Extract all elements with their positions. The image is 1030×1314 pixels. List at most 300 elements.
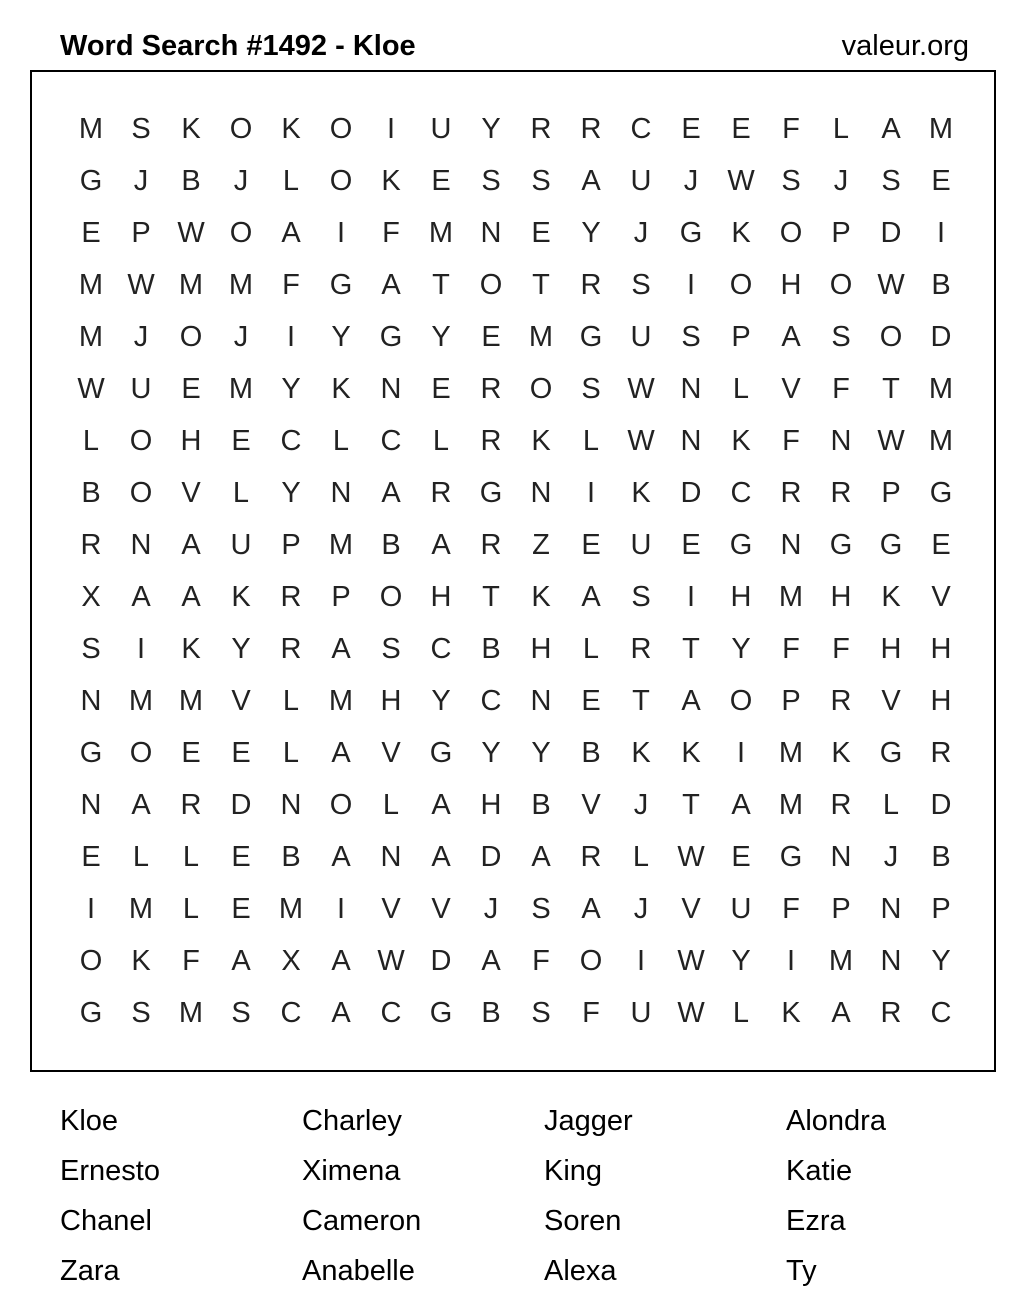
grid-letter: N	[80, 684, 102, 717]
grid-letter: F	[382, 216, 400, 249]
grid-letter: P	[131, 216, 151, 249]
grid-letter: J	[883, 840, 899, 873]
grid-letter: V	[431, 892, 451, 925]
grid-letter: H	[180, 424, 202, 457]
grid-letter: K	[881, 580, 901, 613]
grid-letter: O	[129, 736, 153, 769]
grid-letter: K	[631, 736, 651, 769]
grid-letter: Y	[431, 684, 451, 717]
word-list-item: Alexa	[544, 1255, 617, 1287]
grid-letter: V	[381, 736, 401, 769]
grid-letter: C	[380, 996, 402, 1029]
grid-letter: I	[736, 736, 746, 769]
grid-letter: C	[380, 424, 402, 457]
grid-letter: C	[280, 424, 302, 457]
grid-letter: E	[481, 320, 501, 353]
grid-letter: A	[331, 996, 351, 1029]
word-list-item: Zara	[60, 1255, 120, 1287]
grid-letter: G	[679, 216, 703, 249]
grid-letter: A	[331, 840, 351, 873]
letter-grid-frame	[30, 70, 996, 1072]
grid-letter: O	[329, 112, 353, 145]
grid-letter: H	[730, 580, 752, 613]
grid-letter: M	[928, 112, 954, 145]
grid-letter: U	[630, 164, 652, 197]
grid-letter: S	[581, 372, 601, 405]
grid-letter: P	[931, 892, 951, 925]
grid-letter: W	[677, 944, 705, 977]
grid-letter: K	[181, 632, 201, 665]
grid-letter: B	[181, 164, 201, 197]
grid-letter: A	[431, 528, 451, 561]
grid-letter: A	[581, 580, 601, 613]
grid-letter: A	[481, 944, 501, 977]
grid-letter: F	[782, 632, 800, 665]
word-list-item: Soren	[544, 1205, 622, 1237]
grid-letter: R	[780, 476, 802, 509]
grid-letter: O	[529, 372, 553, 405]
grid-letter: L	[432, 424, 450, 457]
grid-letter: M	[178, 684, 204, 717]
grid-letter: R	[930, 736, 952, 769]
grid-letter: B	[481, 632, 501, 665]
grid-letter: K	[831, 736, 851, 769]
grid-letter: U	[430, 112, 452, 145]
grid-letter: R	[830, 788, 852, 821]
grid-letter: O	[829, 268, 853, 301]
grid-letter: T	[432, 268, 450, 301]
grid-letter: O	[329, 788, 353, 821]
grid-letter: G	[79, 164, 103, 197]
grid-letter: S	[131, 996, 151, 1029]
grid-letter: G	[729, 528, 753, 561]
grid-letter: L	[832, 112, 850, 145]
grid-letter: K	[181, 112, 201, 145]
grid-letter: H	[930, 684, 952, 717]
grid-letter: K	[531, 424, 551, 457]
grid-letter: J	[833, 164, 849, 197]
grid-letter: D	[230, 788, 252, 821]
grid-letter: O	[729, 684, 753, 717]
grid-letter: G	[429, 736, 453, 769]
grid-letter: R	[430, 476, 452, 509]
grid-letter: Y	[531, 736, 551, 769]
grid-letter: A	[131, 788, 151, 821]
grid-letter: J	[633, 788, 649, 821]
grid-letter: X	[281, 944, 301, 977]
grid-letter: O	[229, 112, 253, 145]
grid-letter: F	[832, 372, 850, 405]
grid-letter: K	[781, 996, 801, 1029]
grid-letter: O	[229, 216, 253, 249]
grid-letter: E	[181, 372, 201, 405]
grid-letter: W	[877, 268, 905, 301]
letter-grid	[66, 103, 966, 1039]
grid-letter: Y	[581, 216, 601, 249]
grid-letter: K	[731, 216, 751, 249]
grid-letter: W	[77, 372, 105, 405]
grid-letter: J	[233, 320, 249, 353]
grid-letter: G	[479, 476, 503, 509]
grid-letter: M	[428, 216, 454, 249]
grid-letter: F	[832, 632, 850, 665]
grid-letter: E	[81, 216, 101, 249]
grid-letter: K	[631, 476, 651, 509]
grid-letter: L	[232, 476, 250, 509]
grid-letter: N	[380, 372, 402, 405]
grid-letter: V	[681, 892, 701, 925]
grid-letter: V	[781, 372, 801, 405]
grid-letter: M	[78, 320, 104, 353]
grid-letter: C	[730, 476, 752, 509]
grid-letter: W	[127, 268, 155, 301]
grid-letter: B	[531, 788, 551, 821]
grid-letter: M	[178, 996, 204, 1029]
grid-letter: J	[483, 892, 499, 925]
grid-letter: Y	[731, 944, 751, 977]
grid-letter: S	[131, 112, 151, 145]
grid-letter: E	[231, 840, 251, 873]
grid-letter: C	[430, 632, 452, 665]
grid-letter: K	[681, 736, 701, 769]
grid-letter: A	[181, 528, 201, 561]
grid-letter: G	[829, 528, 853, 561]
grid-letter: N	[680, 372, 702, 405]
grid-letter: T	[482, 580, 500, 613]
grid-letter: M	[928, 424, 954, 457]
grid-letter: M	[78, 268, 104, 301]
grid-letter: K	[231, 580, 251, 613]
grid-letter: N	[330, 476, 352, 509]
grid-letter: G	[579, 320, 603, 353]
grid-letter: K	[331, 372, 351, 405]
grid-letter: Y	[931, 944, 951, 977]
grid-letter: G	[929, 476, 953, 509]
grid-letter: J	[683, 164, 699, 197]
grid-letter: O	[879, 320, 903, 353]
grid-letter: R	[480, 372, 502, 405]
word-list-item: Ernesto	[60, 1155, 160, 1187]
grid-letter: T	[632, 684, 650, 717]
grid-letter: P	[831, 892, 851, 925]
grid-letter: P	[731, 320, 751, 353]
grid-letter: S	[631, 268, 651, 301]
grid-letter: P	[831, 216, 851, 249]
grid-letter: L	[282, 684, 300, 717]
grid-letter: H	[930, 632, 952, 665]
grid-letter: U	[630, 320, 652, 353]
grid-letter: C	[930, 996, 952, 1029]
grid-letter: L	[182, 892, 200, 925]
grid-letter: K	[281, 112, 301, 145]
grid-letter: H	[780, 268, 802, 301]
grid-letter: E	[681, 528, 701, 561]
grid-letter: A	[881, 112, 901, 145]
grid-letter: I	[336, 216, 346, 249]
grid-letter: W	[727, 164, 755, 197]
grid-letter: P	[281, 528, 301, 561]
grid-letter: R	[80, 528, 102, 561]
grid-letter: D	[430, 944, 452, 977]
grid-letter: N	[530, 684, 552, 717]
grid-letter: B	[931, 268, 951, 301]
grid-letter: A	[131, 580, 151, 613]
grid-letter: E	[731, 112, 751, 145]
grid-letter: V	[181, 476, 201, 509]
grid-letter: D	[930, 788, 952, 821]
grid-letter: L	[282, 164, 300, 197]
grid-letter: S	[631, 580, 651, 613]
grid-letter: A	[831, 996, 851, 1029]
grid-letter: H	[530, 632, 552, 665]
grid-letter: K	[731, 424, 751, 457]
grid-letter: Y	[481, 736, 501, 769]
grid-letter: R	[180, 788, 202, 821]
grid-letter: H	[430, 580, 452, 613]
word-list-item: Ty	[786, 1255, 817, 1287]
grid-letter: Y	[281, 372, 301, 405]
grid-letter: O	[779, 216, 803, 249]
grid-letter: J	[133, 164, 149, 197]
grid-letter: I	[386, 112, 396, 145]
grid-letter: E	[231, 736, 251, 769]
grid-letter: N	[480, 216, 502, 249]
grid-letter: F	[282, 268, 300, 301]
grid-letter: M	[528, 320, 554, 353]
grid-letter: A	[431, 840, 451, 873]
grid-letter: H	[480, 788, 502, 821]
grid-letter: N	[780, 528, 802, 561]
grid-letter: E	[431, 372, 451, 405]
grid-letter: Y	[231, 632, 251, 665]
grid-letter: L	[582, 632, 600, 665]
word-list	[60, 1096, 1028, 1296]
grid-letter: B	[581, 736, 601, 769]
word-list-item: Cameron	[302, 1205, 422, 1237]
grid-letter: A	[331, 632, 351, 665]
grid-letter: W	[177, 216, 205, 249]
grid-letter: G	[79, 996, 103, 1029]
grid-letter: R	[530, 112, 552, 145]
grid-letter: A	[581, 164, 601, 197]
grid-letter: E	[431, 164, 451, 197]
grid-letter: A	[381, 268, 401, 301]
grid-letter: A	[231, 944, 251, 977]
grid-letter: L	[182, 840, 200, 873]
grid-letter: H	[880, 632, 902, 665]
grid-letter: W	[677, 996, 705, 1029]
grid-letter: L	[332, 424, 350, 457]
grid-letter: E	[231, 892, 251, 925]
grid-letter: A	[681, 684, 701, 717]
grid-letter: L	[632, 840, 650, 873]
grid-letter: O	[329, 164, 353, 197]
grid-letter: G	[329, 268, 353, 301]
grid-letter: M	[278, 892, 304, 925]
word-list-item: Kloe	[60, 1105, 119, 1137]
grid-letter: H	[380, 684, 402, 717]
grid-letter: U	[230, 528, 252, 561]
grid-letter: O	[129, 476, 153, 509]
grid-letter: R	[580, 840, 602, 873]
grid-letter: I	[586, 476, 596, 509]
grid-letter: N	[830, 424, 852, 457]
grid-letter: K	[531, 580, 551, 613]
grid-letter: M	[128, 684, 154, 717]
grid-letter: C	[280, 996, 302, 1029]
grid-letter: M	[78, 112, 104, 145]
grid-letter: I	[286, 320, 296, 353]
grid-letter: D	[880, 216, 902, 249]
grid-letter: K	[131, 944, 151, 977]
word-list-item: Charley	[302, 1105, 402, 1137]
grid-letter: M	[778, 736, 804, 769]
grid-letter: L	[732, 372, 750, 405]
grid-letter: I	[936, 216, 946, 249]
grid-letter: S	[231, 996, 251, 1029]
grid-letter: H	[830, 580, 852, 613]
grid-letter: L	[382, 788, 400, 821]
grid-letter: I	[686, 268, 696, 301]
grid-letter: A	[431, 788, 451, 821]
grid-letter: N	[530, 476, 552, 509]
grid-letter: W	[877, 424, 905, 457]
grid-letter: D	[930, 320, 952, 353]
grid-letter: A	[181, 580, 201, 613]
grid-letter: B	[281, 840, 301, 873]
word-list-item: Katie	[786, 1155, 853, 1187]
grid-letter: E	[931, 164, 951, 197]
word-list-item: Ximena	[302, 1155, 401, 1187]
grid-letter: R	[630, 632, 652, 665]
grid-letter: B	[381, 528, 401, 561]
grid-letter: O	[179, 320, 203, 353]
grid-letter: L	[82, 424, 100, 457]
grid-letter: U	[630, 996, 652, 1029]
grid-letter: B	[481, 996, 501, 1029]
grid-letter: M	[778, 580, 804, 613]
grid-letter: N	[880, 892, 902, 925]
grid-letter: P	[331, 580, 351, 613]
grid-letter: G	[379, 320, 403, 353]
grid-letter: A	[581, 892, 601, 925]
grid-letter: K	[381, 164, 401, 197]
grid-letter: T	[682, 632, 700, 665]
grid-letter: L	[582, 424, 600, 457]
grid-letter: M	[178, 268, 204, 301]
grid-letter: S	[781, 164, 801, 197]
grid-letter: I	[86, 892, 96, 925]
grid-letter: U	[630, 528, 652, 561]
grid-letter: S	[681, 320, 701, 353]
grid-letter: V	[231, 684, 251, 717]
grid-letter: S	[881, 164, 901, 197]
grid-letter: E	[931, 528, 951, 561]
word-list-item: Jagger	[544, 1105, 633, 1137]
grid-letter: X	[81, 580, 101, 613]
grid-letter: D	[680, 476, 702, 509]
grid-letter: A	[531, 840, 551, 873]
grid-letter: R	[880, 996, 902, 1029]
grid-letter: C	[630, 112, 652, 145]
grid-letter: J	[133, 320, 149, 353]
grid-letter: O	[579, 944, 603, 977]
grid-letter: A	[731, 788, 751, 821]
grid-letter: N	[80, 788, 102, 821]
grid-letter: P	[881, 476, 901, 509]
grid-letter: M	[778, 788, 804, 821]
grid-letter: G	[429, 996, 453, 1029]
grid-letter: N	[130, 528, 152, 561]
grid-letter: L	[732, 996, 750, 1029]
grid-letter: Y	[481, 112, 501, 145]
grid-letter: E	[731, 840, 751, 873]
grid-letter: R	[480, 528, 502, 561]
grid-letter: B	[931, 840, 951, 873]
grid-letter: R	[280, 580, 302, 613]
grid-letter: Y	[331, 320, 351, 353]
site-name: valeur.org	[841, 30, 969, 62]
grid-letter: O	[379, 580, 403, 613]
grid-letter: V	[381, 892, 401, 925]
grid-letter: R	[830, 476, 852, 509]
grid-letter: G	[879, 736, 903, 769]
word-list-item: Anabelle	[302, 1255, 415, 1287]
grid-letter: S	[481, 164, 501, 197]
grid-letter: R	[280, 632, 302, 665]
grid-letter: S	[531, 892, 551, 925]
grid-letter: R	[480, 424, 502, 457]
grid-letter: B	[81, 476, 101, 509]
grid-letter: O	[129, 424, 153, 457]
grid-letter: I	[686, 580, 696, 613]
grid-letter: M	[928, 372, 954, 405]
grid-letter: A	[281, 216, 301, 249]
grid-letter: M	[828, 944, 854, 977]
grid-letter: V	[581, 788, 601, 821]
grid-letter: J	[633, 216, 649, 249]
grid-letter: I	[636, 944, 646, 977]
grid-letter: U	[730, 892, 752, 925]
word-list-item: King	[544, 1155, 603, 1187]
grid-letter: I	[786, 944, 796, 977]
grid-letter: E	[231, 424, 251, 457]
grid-letter: A	[381, 476, 401, 509]
grid-letter: I	[136, 632, 146, 665]
grid-letter: S	[81, 632, 101, 665]
grid-letter: F	[782, 424, 800, 457]
grid-letter: F	[582, 996, 600, 1029]
grid-letter: E	[581, 684, 601, 717]
grid-letter: D	[480, 840, 502, 873]
grid-letter: L	[882, 788, 900, 821]
grid-letter: R	[580, 112, 602, 145]
grid-letter: S	[531, 996, 551, 1029]
grid-letter: O	[79, 944, 103, 977]
grid-letter: L	[282, 736, 300, 769]
grid-letter: A	[781, 320, 801, 353]
grid-letter: V	[881, 684, 901, 717]
grid-letter: O	[479, 268, 503, 301]
grid-letter: S	[381, 632, 401, 665]
grid-letter: C	[480, 684, 502, 717]
grid-letter: P	[781, 684, 801, 717]
grid-letter: W	[627, 372, 655, 405]
word-list-item: Chanel	[60, 1205, 152, 1237]
grid-letter: T	[682, 788, 700, 821]
grid-letter: Y	[281, 476, 301, 509]
grid-letter: N	[680, 424, 702, 457]
